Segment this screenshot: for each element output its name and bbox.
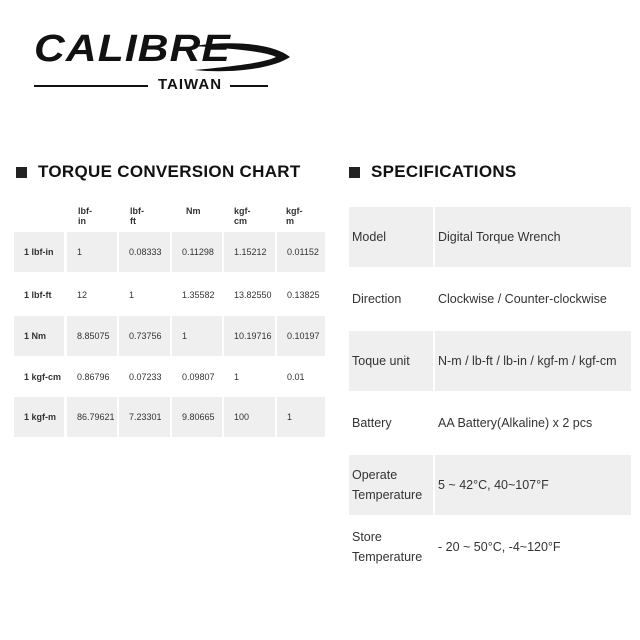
spec-label: Operate Temperature <box>349 455 433 515</box>
bullet-square-icon <box>349 167 360 178</box>
table-cell: 0.10197 <box>277 316 325 356</box>
table-cell: 86.79621 <box>67 397 117 437</box>
specs-section-title <box>349 162 517 182</box>
table-cell: 1.35582 <box>182 290 215 300</box>
table-cell: 7.23301 <box>119 397 170 437</box>
row-label: 1 Nm <box>14 316 64 356</box>
brand-rule-right <box>230 85 268 87</box>
table-cell: 0.86796 <box>77 372 110 382</box>
column-header: Nm <box>186 206 201 216</box>
spec-row <box>349 455 631 515</box>
brand-name: CALIBRE <box>34 28 231 70</box>
table-cell: 1.15212 <box>224 232 275 272</box>
table-cell: 0.01 <box>287 372 305 382</box>
column-header: lbf-in <box>78 206 92 226</box>
brand-subtitle: TAIWAN <box>152 76 228 93</box>
spec-value: 5 ~ 42°C, 40~107°F <box>435 455 631 515</box>
brand-logo <box>34 28 284 93</box>
spec-label: Toque unit <box>349 331 433 391</box>
table-cell: 8.85075 <box>67 316 117 356</box>
table-cell: 0.07233 <box>129 372 162 382</box>
row-label: 1 kgf-m <box>14 397 64 437</box>
spec-row <box>349 393 631 453</box>
brand-rule-left <box>34 85 148 87</box>
table-cell: 1 <box>172 316 222 356</box>
spec-label: Battery <box>352 416 392 430</box>
spec-value: Clockwise / Counter-clockwise <box>438 292 607 306</box>
table-cell: 10.19716 <box>224 316 275 356</box>
spec-row <box>349 517 631 577</box>
row-label: 1 lbf-ft <box>24 290 52 300</box>
table-cell: 0.11298 <box>172 232 222 272</box>
row-label: 1 kgf-cm <box>24 372 62 382</box>
spec-label: Direction <box>352 292 402 306</box>
table-cell: 0.13825 <box>287 290 320 300</box>
table-cell: 1 <box>129 290 135 300</box>
spec-label: Model <box>349 207 433 267</box>
row-label: 1 lbf-in <box>14 232 64 272</box>
column-header: lbf-ft <box>130 206 144 226</box>
column-header: kgf-m <box>286 206 303 226</box>
swoosh-icon <box>184 40 294 76</box>
table-cell: 100 <box>224 397 275 437</box>
table-cell: 13.82550 <box>234 290 272 300</box>
table-cell: 0.01152 <box>277 232 325 272</box>
table-cell: 1 <box>277 397 325 437</box>
spec-row <box>349 331 631 391</box>
spec-row <box>349 269 631 329</box>
table-cell: 9.80665 <box>172 397 222 437</box>
table-cell: 1 <box>234 372 240 382</box>
spec-value: Digital Torque Wrench <box>435 207 631 267</box>
spec-value: - 20 ~ 50°C, -4~120°F <box>438 540 561 554</box>
torque-title: TORQUE CONVERSION CHART <box>38 162 301 181</box>
spec-row <box>349 207 631 267</box>
spec-value: N-m / lb-ft / lb-in / kgf-m / kgf-cm <box>435 331 631 391</box>
table-cell: 0.08333 <box>119 232 170 272</box>
table-cell: 0.73756 <box>119 316 170 356</box>
table-cell: 12 <box>77 290 88 300</box>
column-header: kgf-cm <box>234 206 251 226</box>
spec-value: AA Battery(Alkaline) x 2 pcs <box>438 416 593 430</box>
table-cell: 1 <box>67 232 117 272</box>
spec-label: Store Temperature <box>352 530 423 564</box>
table-cell: 0.09807 <box>182 372 215 382</box>
specs-title: SPECIFICATIONS <box>371 162 517 181</box>
torque-section-title <box>16 162 301 182</box>
bullet-square-icon <box>16 167 27 178</box>
